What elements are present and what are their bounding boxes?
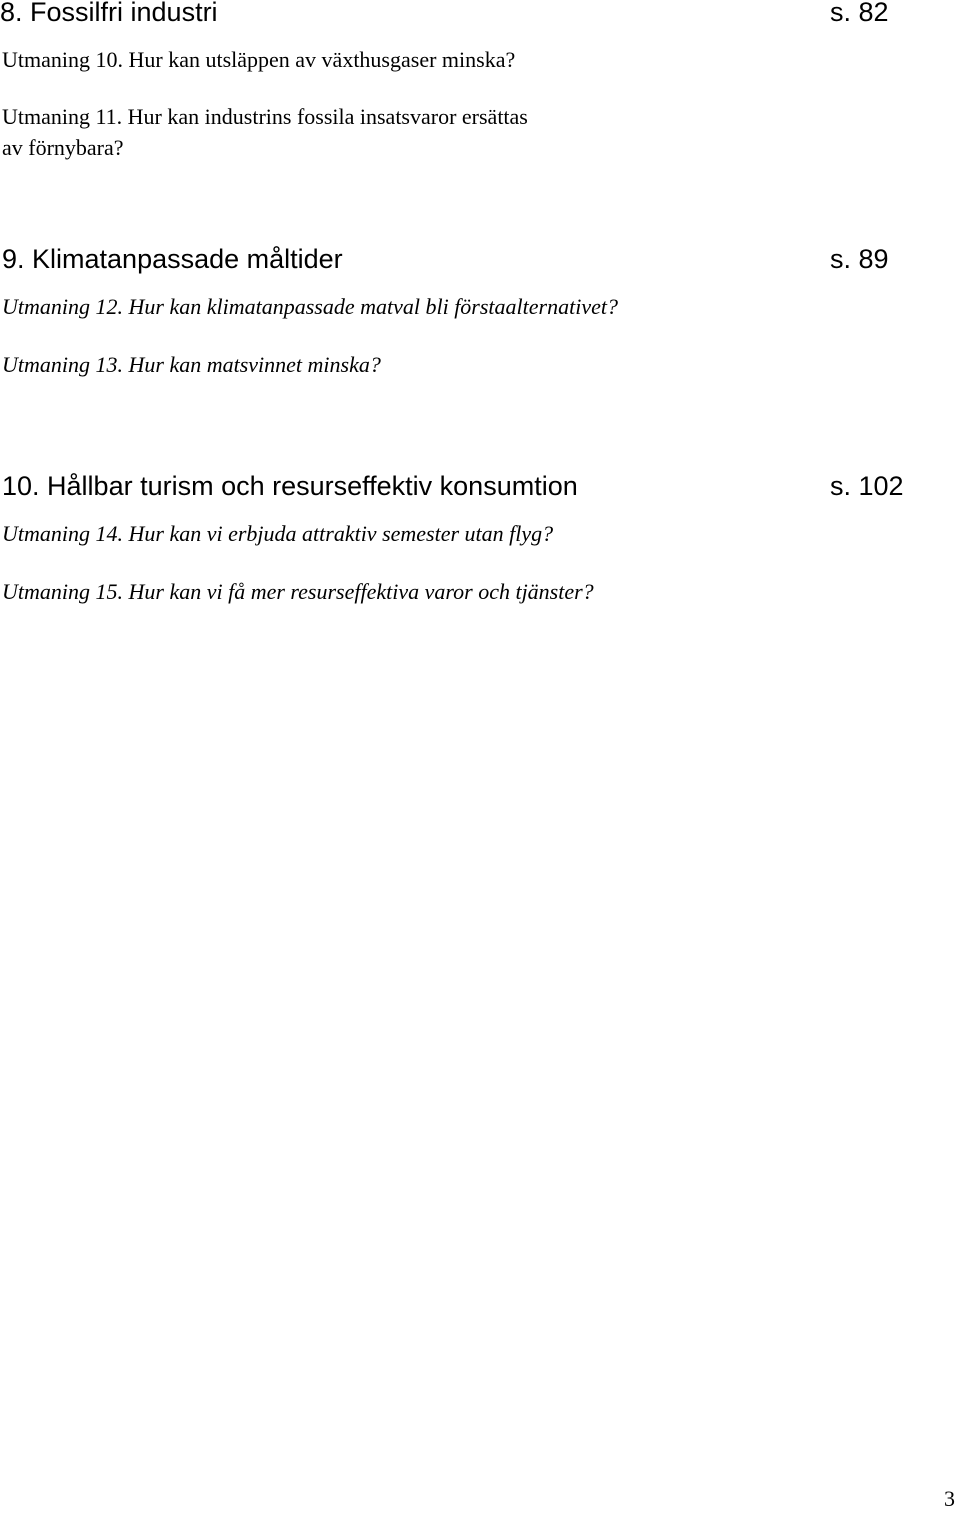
challenge-14: Utmaning 14. Hur kan vi erbjuda attraktiv semester utan flyg?	[2, 521, 554, 546]
section-page-ref-10: s. 102	[830, 471, 904, 501]
section-page-ref-8: s. 82	[830, 0, 889, 27]
page-number: 3	[944, 1486, 955, 1511]
challenge-11-line-1: Utmaning 11. Hur kan industrins fossila insatsvaror ersättas	[2, 104, 528, 129]
section-page-ref-9: s. 89	[830, 244, 889, 274]
challenge-15: Utmaning 15. Hur kan vi få mer resurseffektiva varor och tjänster?	[2, 579, 594, 604]
challenge-11-line-2: av förnybara?	[2, 135, 124, 160]
section-heading-10: 10. Hållbar turism och resurseffektiv konsumtion	[2, 471, 578, 501]
challenge-12: Utmaning 12. Hur kan klimatanpassade matval bli förstaalternativet?	[2, 294, 618, 319]
challenge-10: Utmaning 10. Hur kan utsläppen av växthusgaser minska?	[2, 47, 516, 72]
section-heading-8: 8. Fossilfri industri	[0, 0, 218, 27]
section-heading-9: 9. Klimatanpassade måltider	[2, 244, 343, 274]
challenge-13: Utmaning 13. Hur kan matsvinnet minska?	[2, 352, 381, 377]
